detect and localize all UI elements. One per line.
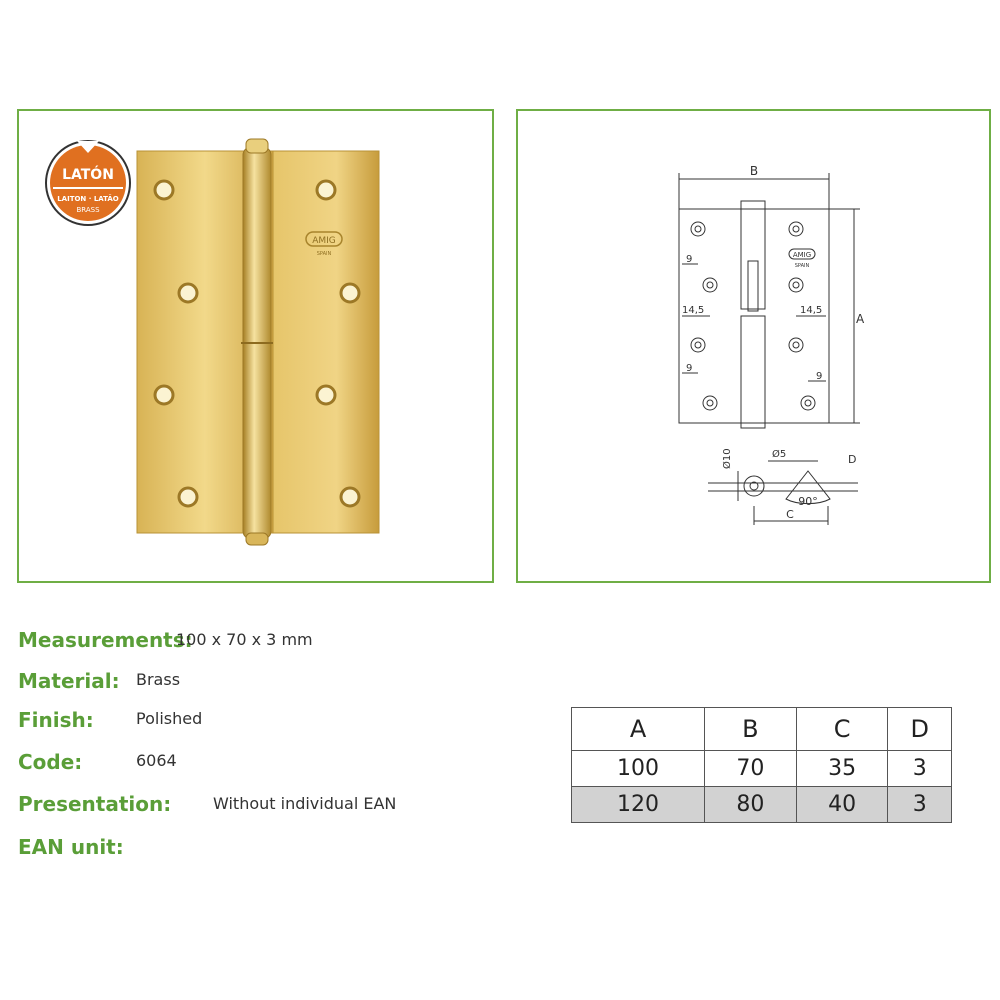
material-label: Material: [18, 669, 120, 693]
svg-text:AMIG: AMIG [792, 251, 812, 259]
dim-a-label: A [856, 312, 865, 326]
screw-hole [341, 284, 359, 302]
screw-hole [317, 181, 335, 199]
svg-text:SPAIN: SPAIN [316, 251, 332, 257]
screw-hole [179, 284, 197, 302]
measurements-value: 100 x 70 x 3 mm [176, 630, 313, 649]
screw-hole [341, 488, 359, 506]
table-cell: 120 [572, 787, 705, 823]
table-cell: 3 [888, 787, 952, 823]
code-label: Code: [18, 750, 83, 774]
table-cell: 80 [705, 787, 797, 823]
dimension-table [571, 707, 952, 823]
dim-b-label: B [749, 164, 759, 178]
product-photo-panel [17, 109, 494, 583]
screw-hole [179, 488, 197, 506]
table-cell: 40 [796, 787, 888, 823]
header-a: A [572, 708, 705, 751]
dim-c-label: C [786, 508, 794, 521]
finish-label: Finish: [18, 708, 94, 732]
code-value: 6064 [136, 751, 177, 770]
hinge-photo [19, 111, 492, 581]
ean-unit-label: EAN unit: [18, 835, 124, 859]
badge-title: LATÓN [62, 167, 114, 183]
table-row [572, 787, 952, 823]
material-value: Brass [136, 670, 181, 689]
dim-10-label: Ø10 [722, 448, 733, 469]
screw-hole [155, 386, 173, 404]
badge-subtitle: LAITON · LATÃO [57, 195, 119, 203]
presentation-label: Presentation: [18, 792, 172, 816]
presentation-value: Without individual EAN [213, 794, 397, 813]
table-row [572, 751, 952, 787]
table-cell: 100 [572, 751, 705, 787]
table-cell: 3 [888, 751, 952, 787]
svg-text:SPAIN: SPAIN [794, 263, 810, 269]
header-d: D [888, 708, 952, 751]
screw-hole [317, 386, 335, 404]
brass-badge [46, 141, 130, 225]
dim-145-label-1: 14,5 [682, 305, 705, 316]
table-cell: 35 [796, 751, 888, 787]
screw-hole [155, 181, 173, 199]
table-cell: 70 [705, 751, 797, 787]
measurements-label: Measurements: [18, 628, 193, 652]
badge-subtitle-2: BRASS [76, 206, 100, 214]
header-b: B [705, 708, 797, 751]
dim-5-label: Ø5 [772, 449, 787, 460]
angle-label: 90° [798, 495, 818, 508]
dim-9-label-3: 9 [816, 371, 823, 382]
svg-text:AMIG: AMIG [312, 236, 336, 246]
finish-value: Polished [136, 709, 203, 728]
header-c: C [796, 708, 888, 751]
dim-d-label: D [848, 453, 857, 466]
dim-9-label-1: 9 [686, 254, 693, 265]
technical-drawing [518, 111, 989, 581]
dim-9-label-2: 9 [686, 363, 693, 374]
dim-145-label-2: 14,5 [800, 305, 823, 316]
table-header-row [572, 708, 952, 751]
hinge-right-leaf [273, 151, 379, 533]
technical-drawing-panel [516, 109, 991, 583]
